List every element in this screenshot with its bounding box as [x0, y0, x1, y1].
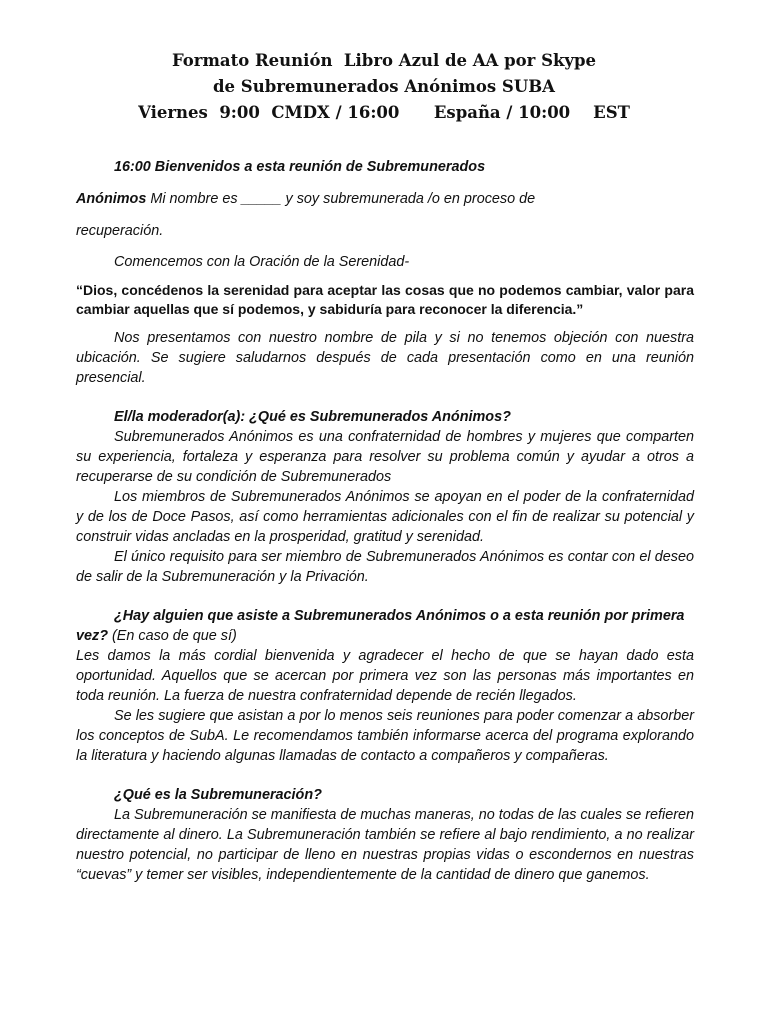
presentation-paragraph: Nos presentamos con nuestro nombre de pila y si no tenemos objeción con nuestra ubicación. Se sugiere saludarnos después de cada presentación como en una reunión presencial. — [76, 330, 694, 386]
welcome-heading: 16:00 Bienvenidos a esta reunión de Subremunerados — [114, 159, 486, 175]
welcome-paragraph — [76, 189, 694, 209]
header-schedule-line: Viernes 9:00 CMDX / 16:00 España / 10:00 EST — [138, 103, 630, 122]
serenity-prayer: “Dios, concédenos la serenidad para aceptar las cosas que no podemos cambiar, valor para cambiar aquellas que sí podemos, y sabiduría para reconocer la diferencia.” — [76, 282, 694, 317]
section1-paragraph-1: Subremunerados Anónimos es una confraternidad de hombres y mujeres que comparten su experiencia, fortaleza y esperanza para resolver su problema común y ayudar a otros a recuperarse de su condición de Subremunerados — [76, 429, 694, 485]
welcome-rest: Mi nombre es _____ y soy subremunerada /o en proceso de — [146, 191, 536, 207]
section2-heading-paragraph — [76, 606, 694, 646]
section1-paragraph-3: El único requisito para ser miembro de Subremunerados Anónimos es contar con el deseo de salir de la Subremuneración y la Privación. — [76, 549, 694, 585]
header-subtitle-line: de Subremunerados Anónimos SUBA — [213, 77, 555, 96]
section3-heading: ¿Qué es la Subremuneración? — [114, 787, 322, 803]
document-body — [76, 157, 694, 885]
section2-paragraph-2: Se les sugiere que asistan a por lo menos seis reuniones para poder comenzar a absorber los conceptos de SubA. Le recomendamos también informarse acerca del programa explorando la literatura y haciendo algunas llamadas de contacto a compañeros y compañeras. — [76, 708, 694, 764]
header-title-line: Formato Reunión Libro Azul de AA por Skype — [171, 51, 597, 70]
welcome-bold-name: Anónimos — [76, 191, 147, 207]
section2-note: (En caso de que sí) — [108, 628, 237, 644]
section1-heading: El/la moderador(a): ¿Qué es Subremunerados Anónimos? — [114, 409, 511, 425]
section2-paragraph-1: Les damos la más cordial bienvenida y agradecer el hecho de que se hayan dado esta oportunidad. Aquellos que se acercan por primera vez son las personas más importantes en toda reunión. La fuerza de nuestra confraternidad depende de recién llegados. — [76, 648, 694, 704]
serenity-intro: Comencemos con la Oración de la Serenidad- — [114, 254, 410, 270]
section3-paragraph-1: La Subremuneración se manifiesta de muchas maneras, no todas de las cuales se refieren directamente al dinero. La Subremuneración también se refiere al bajo rendimiento, a no realizar nuestro potencial, no participar de lleno en nuestras propias vidas o escondernos en nuestras “cuevas” y temer ser visibles, independientemente de la cantidad de dinero que ganemos. — [76, 807, 694, 883]
section2-heading: ¿Hay alguien que asiste a Subremunerados Anónimos o a esta reunión por primera vez? — [76, 608, 685, 644]
section1-paragraph-2: Los miembros de Subremunerados Anónimos se apoyan en el poder de la confraternidad y de los de Doce Pasos, así como herramientas adicionales con el fin de realizar su potencial y construir vidas ancladas en la prosperidad, gratitud y serenidad. — [76, 489, 694, 545]
document-header — [76, 48, 692, 126]
welcome-paragraph-end: recuperación. — [76, 223, 164, 239]
